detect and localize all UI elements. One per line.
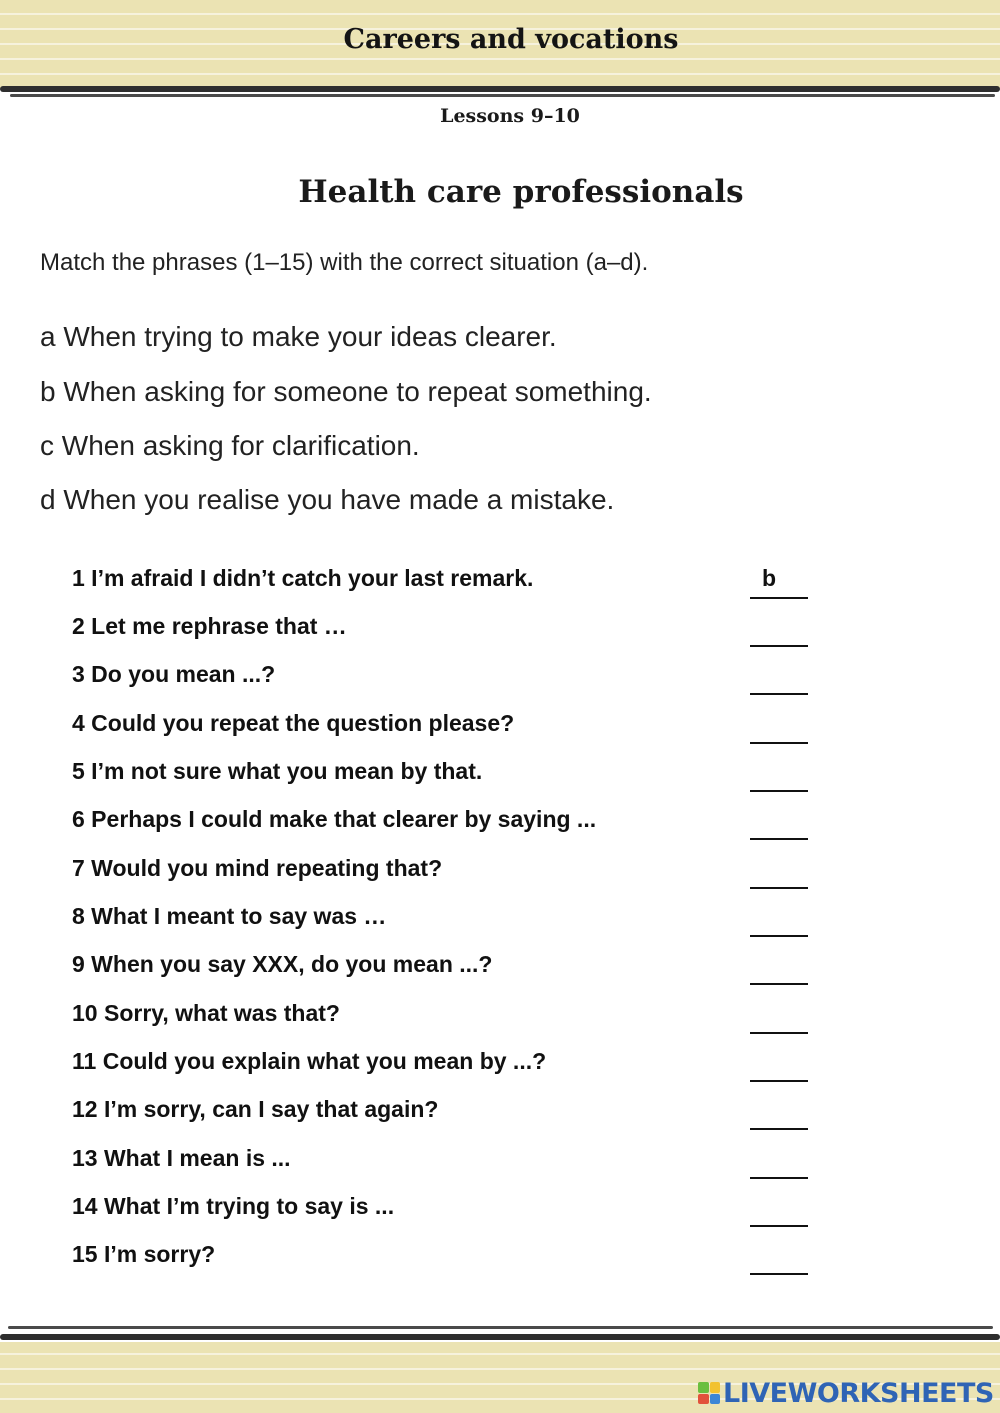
phrase-13: 13 What I mean is ... [72, 1145, 291, 1171]
answer-blank-2[interactable] [750, 615, 808, 647]
phrase-10: 10 Sorry, what was that? [72, 1000, 340, 1026]
answer-blank-4[interactable] [750, 712, 808, 744]
phrase-11: 11 Could you explain what you mean by ...? [72, 1048, 547, 1074]
footer-divider-secondary [8, 1326, 993, 1329]
instruction-text: Match the phrases (1–15) with the correct situation (a–d). [40, 249, 649, 276]
phrase-5: 5 I’m not sure what you mean by that. [72, 758, 483, 784]
answer-blank-12[interactable] [750, 1098, 808, 1130]
answer-blank-3[interactable] [750, 663, 808, 695]
answer-blank-1[interactable] [750, 567, 808, 599]
header-divider [0, 86, 1000, 92]
liveworksheets-logo[interactable] [698, 1376, 994, 1410]
answer-blank-14[interactable] [750, 1195, 808, 1227]
situation-d: d When you realise you have made a mistake. [40, 484, 615, 515]
phrase-4: 4 Could you repeat the question please? [72, 710, 515, 736]
answer-blank-11[interactable] [750, 1050, 808, 1082]
answer-blank-6[interactable] [750, 808, 808, 840]
phrase-3: 3 Do you mean ...? [72, 661, 276, 687]
answer-blank-5[interactable] [750, 760, 808, 792]
answer-blank-15[interactable] [750, 1243, 808, 1275]
phrase-9: 9 When you say XXX, do you mean ...? [72, 951, 493, 977]
phrase-12: 12 I’m sorry, can I say that again? [72, 1096, 439, 1122]
situation-a: a When trying to make your ideas clearer. [40, 321, 557, 352]
worksheet-title: Health care professionals [298, 174, 744, 210]
phrase-7: 7 Would you mind repeating that? [72, 855, 443, 881]
answer-blank-9[interactable] [750, 953, 808, 985]
header-divider-secondary [10, 94, 995, 97]
liveworksheets-wordmark: LIVEWORKSHEETS [723, 1377, 994, 1409]
answer-blank-8[interactable] [750, 905, 808, 937]
answer-blank-13[interactable] [750, 1147, 808, 1179]
answer-blank-10[interactable] [750, 1002, 808, 1034]
footer-divider [0, 1334, 1000, 1340]
lessons-label: Lessons 9–10 [440, 105, 580, 127]
phrase-14: 14 What I’m trying to say is ... [72, 1193, 395, 1219]
situation-b: b When asking for someone to repeat something. [40, 376, 652, 407]
phrase-15: 15 I’m sorry? [72, 1241, 216, 1267]
phrase-1: 1 I’m afraid I didn’t catch your last remark. [72, 565, 534, 591]
answer-blank-7[interactable] [750, 857, 808, 889]
answer-value-1: b [762, 565, 777, 591]
situation-c: c When asking for clarification. [40, 430, 420, 461]
phrase-6: 6 Perhaps I could make that clearer by saying ... [72, 806, 597, 832]
phrase-2: 2 Let me rephrase that … [72, 613, 347, 639]
phrase-8: 8 What I meant to say was … [72, 903, 387, 929]
header-title: Careers and vocations [343, 24, 679, 55]
liveworksheets-mark-icon [698, 1382, 720, 1404]
